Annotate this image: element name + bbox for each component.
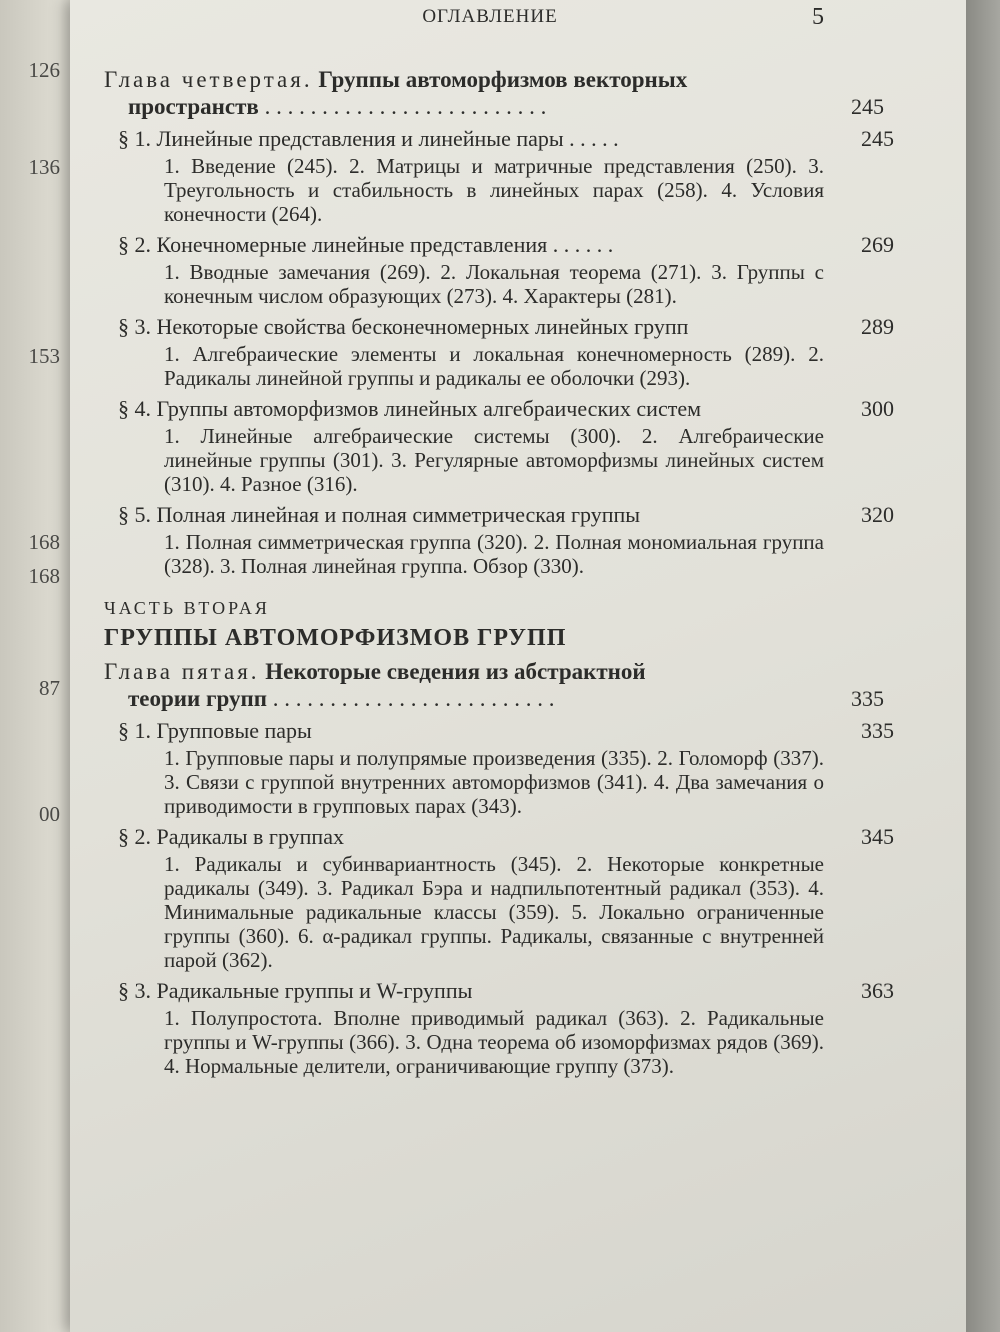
previous-page-number: 168 [28,564,60,588]
section-description: 1. Радикалы и субинвариантность (345). 2. Некоторые конкретные радикалы (349). 3. Радикал Бэра и надпильпотентный радикал (353). 4. Минимальные радикальные классы (359). 5. Локально ограниченные группы (360). 6. α-радикал группы. Радикалы, связанные с внутренней парой (362). [164,852,824,972]
previous-page-number: 126 [28,58,60,82]
section-description: 1. Групповые пары и полупрямые произведения (335). 2. Голоморф (337). 3. Связи с группой внутренних автоморфизмов (341). 4. Два замечания о приводимости в групповых парах (343). [164,746,824,818]
section-title: § 2. Конечномерные линейные представления . . . . . . [118,232,614,257]
section-page: 245 [861,126,894,151]
toc-section [104,314,894,340]
section-page: 335 [861,718,894,743]
part-label: ЧАСТЬ ВТОРАЯ [104,598,270,618]
chapter-5-page: 335 [851,686,884,711]
page-header: ОГЛАВЛЕНИЕ [422,6,558,27]
section-description: 1. Вводные замечания (269). 2. Локальная теорема (271). 3. Группы с конечным числом образующих (273). 4. Характеры (281). [164,260,824,308]
previous-page-number: 136 [28,155,60,179]
background-strip [966,0,1000,1332]
chapter-4-lead: Глава четвертая. [104,67,313,92]
table-of-contents [104,62,894,1084]
page-number: 5 [812,4,824,30]
section-description: 1. Алгебраические элементы и локальная конечномерность (289). 2. Радикалы линейной группы и радикалы ее оболочки (293). [164,342,824,390]
section-title: § 1. Линейные представления и линейные пары . . . . . [118,126,619,151]
part-title: ГРУППЫ АВТОМОРФИЗМОВ ГРУПП [104,625,567,651]
chapter-5-sections [104,718,894,1078]
toc-section [104,718,894,744]
previous-page-number: 153 [28,344,60,368]
section-description: 1. Линейные алгебраические системы (300). 2. Алгебраические линейные группы (301). 3. Регулярные автоморфизмы линейных систем (310). 4. Разное (316). [164,424,824,496]
previous-page-number: 168 [28,530,60,554]
section-title: § 1. Групповые пары [118,718,312,743]
chapter-4-title-line1: Группы автоморфизмов векторных [318,67,688,92]
section-page: 320 [861,502,894,527]
chapter-5-heading [104,658,894,712]
chapter-4-heading [104,66,894,120]
previous-page-number: 00 [39,802,60,826]
section-title: § 2. Радикалы в группах [118,824,344,849]
section-title: § 5. Полная линейная и полная симметрическая группы [118,502,641,527]
toc-section [104,126,894,152]
section-description: 1. Введение (245). 2. Матрицы и матричные представления (250). 3. Треугольность и стабильность в линейных парах (258). 4. Условия конечности (264). [164,154,824,226]
toc-section [104,978,894,1004]
chapter-4-page: 245 [851,94,884,119]
chapter-5-dots: . . . . . . . . . . . . . . . . . . . . . . . . . [272,686,555,711]
toc-section [104,396,894,422]
section-page: 269 [861,232,894,257]
section-page: 289 [861,314,894,339]
toc-section [104,232,894,258]
chapter-4-dots: . . . . . . . . . . . . . . . . . . . . . . . . . [264,94,547,119]
section-title: § 4. Группы автоморфизмов линейных алгебраических систем [118,396,702,421]
section-page: 363 [861,978,894,1003]
chapter-5-lead: Глава пятая. [104,659,260,684]
section-title: § 3. Некоторые свойства бесконечномерных линейных групп [118,314,689,339]
section-page: 300 [861,396,894,421]
toc-section [104,824,894,850]
section-description: 1. Полупростота. Вполне приводимый радикал (363). 2. Радикальные группы и W-группы (366). 3. Одна теорема об изоморфизмах рядов (369). 4. Нормальные делители, ограничивающие группу (373). [164,1006,824,1078]
toc-section [104,502,894,528]
section-page: 345 [861,824,894,849]
chapter-5-title-line2: теории групп [128,686,267,711]
section-title: § 3. Радикальные группы и W-группы [118,978,473,1003]
chapter-4-title-line2: пространств [128,94,259,119]
previous-page-number: 87 [39,676,60,700]
section-description: 1. Полная симметрическая группа (320). 2. Полная мономиальная группа (328). 3. Полная линейная группа. Обзор (330). [164,530,824,578]
book-page [70,0,970,1332]
chapter-4-sections [104,126,894,578]
chapter-5-title-line1: Некоторые сведения из абстрактной [265,659,646,684]
